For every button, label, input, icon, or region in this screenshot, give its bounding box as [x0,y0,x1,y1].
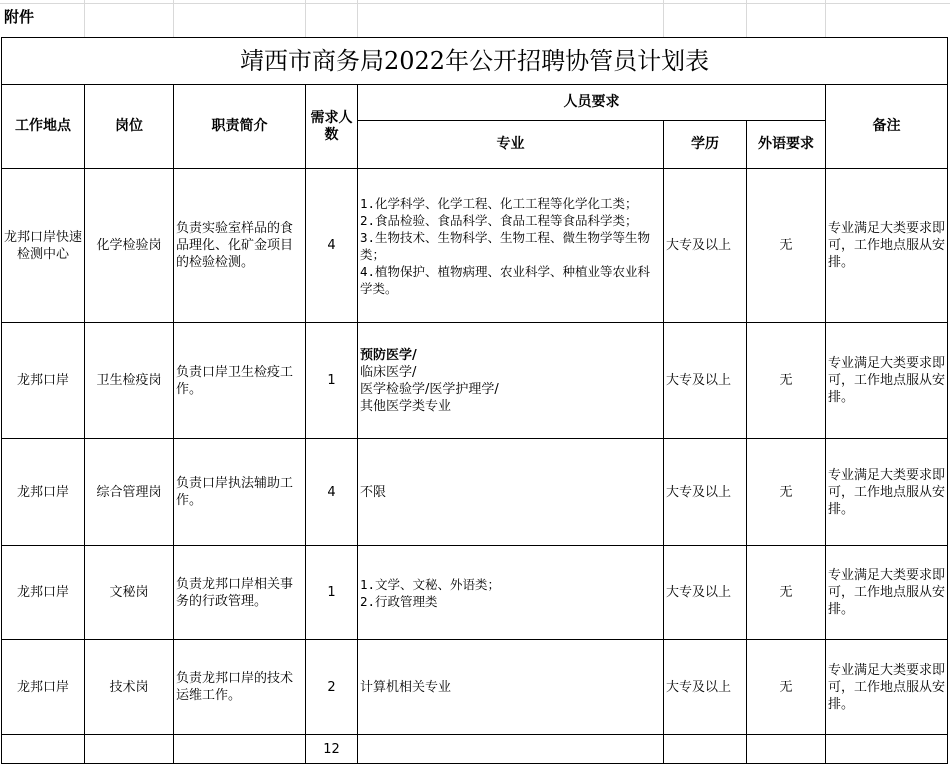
cell-location: 龙邦口岸 [2,439,85,546]
cell-location: 龙邦口岸 [2,546,85,640]
major-line: 2.行政管理类 [360,593,438,609]
title-row [2,38,948,85]
cell-post: 卫生检疫岗 [85,323,174,439]
table-row [2,546,948,640]
cell-empty [2,735,85,764]
grid-line [825,0,826,37]
cell-education: 大专及以上 [664,439,747,546]
major-line: 其他医学类专业 [360,398,452,414]
recruitment-plan-table [1,37,948,764]
grid-line [84,0,85,37]
header-location: 工作地点 [2,85,85,169]
cell-major [358,323,664,439]
header-count: 需求人数 [306,85,358,169]
cell-post: 技术岗 [85,640,174,735]
table-row [2,169,948,323]
cell-education: 大专及以上 [664,169,747,323]
major-line: 3.生物技术、生物科学、生物工程、微生物学等生物类； [360,229,651,262]
cell-education: 大专及以上 [664,546,747,640]
cell-language: 无 [747,640,826,735]
grid-line [357,0,358,37]
cell-major [358,439,664,546]
page-title: 靖西市商务局2022年公开招聘协管员计划表 [2,38,948,85]
cell-location: 龙邦口岸快速检测中心 [2,169,85,323]
major-line: 预防医学/ [360,347,417,363]
cell-duty: 负责口岸卫生检疫工作。 [174,323,306,439]
cell-duty: 负责龙邦口岸的技术运维工作。 [174,640,306,735]
cell-count: 1 [306,323,358,439]
table-row [2,640,948,735]
cell-count: 2 [306,640,358,735]
cell-location: 龙邦口岸 [2,640,85,735]
cell-language: 无 [747,169,826,323]
major-line: 1.化学科学、化学工程、化工工程等化学化工类； [360,195,638,211]
cell-duty: 负责口岸执法辅助工作。 [174,439,306,546]
grid-line [663,0,664,37]
major-line: 计算机相关专业 [360,679,452,695]
cell-empty [826,735,948,764]
header-post: 岗位 [85,85,174,169]
cell-remark: 专业满足大类要求即可，工作地点服从安排。 [826,640,948,735]
header-language: 外语要求 [747,121,826,169]
cell-empty [174,735,306,764]
cell-count: 1 [306,546,358,640]
major-line: 2.食品检验、食品科学、食品工程等食品科学类； [360,212,638,228]
grid-line [305,0,306,37]
cell-language: 无 [747,439,826,546]
cell-post: 综合管理岗 [85,439,174,546]
header-row-1 [2,85,948,121]
header-requirements: 人员要求 [358,85,826,121]
total-row [2,735,948,764]
cell-duty: 负责实验室样品的食品理化、化矿金项目的检验检测。 [174,169,306,323]
major-line: 临床医学/ [360,364,417,380]
cell-education: 大专及以上 [664,640,747,735]
header-duty: 职责简介 [174,85,306,169]
cell-post: 文秘岗 [85,546,174,640]
cell-empty [664,735,747,764]
cell-language: 无 [747,546,826,640]
cell-major [358,546,664,640]
cell-location: 龙邦口岸 [2,323,85,439]
cell-count: 4 [306,439,358,546]
header-education: 学历 [664,121,747,169]
header-major: 专业 [358,121,664,169]
cell-post: 化学检验岗 [85,169,174,323]
attachment-label: 附件 [4,8,35,26]
grid-line [746,0,747,37]
cell-empty [85,735,174,764]
cell-empty [358,735,664,764]
grid-line [173,0,174,37]
cell-language: 无 [747,323,826,439]
cell-remark: 专业满足大类要求即可，工作地点服从安排。 [826,439,948,546]
major-line: 1.文学、文秘、外语类； [360,576,501,592]
cell-duty: 负责龙邦口岸相关事务的行政管理。 [174,546,306,640]
cell-remark: 专业满足大类要求即可，工作地点服从安排。 [826,323,948,439]
total-count: 12 [306,735,358,764]
cell-count: 4 [306,169,358,323]
cell-remark: 专业满足大类要求即可，工作地点服从安排。 [826,546,948,640]
major-line: 4.植物保护、植物病理、农业科学、种植业等农业科学类。 [360,263,651,296]
major-line: 医学检验学/医学护理学/ [360,381,499,397]
header-remark: 备注 [826,85,948,169]
cell-major [358,169,664,323]
cell-major [358,640,664,735]
major-line: 不限 [360,484,387,500]
grid-line [0,3,950,4]
cell-empty [747,735,826,764]
cell-education: 大专及以上 [664,323,747,439]
table-row [2,323,948,439]
table-row [2,439,948,546]
cell-remark: 专业满足大类要求即可，工作地点服从安排。 [826,169,948,323]
